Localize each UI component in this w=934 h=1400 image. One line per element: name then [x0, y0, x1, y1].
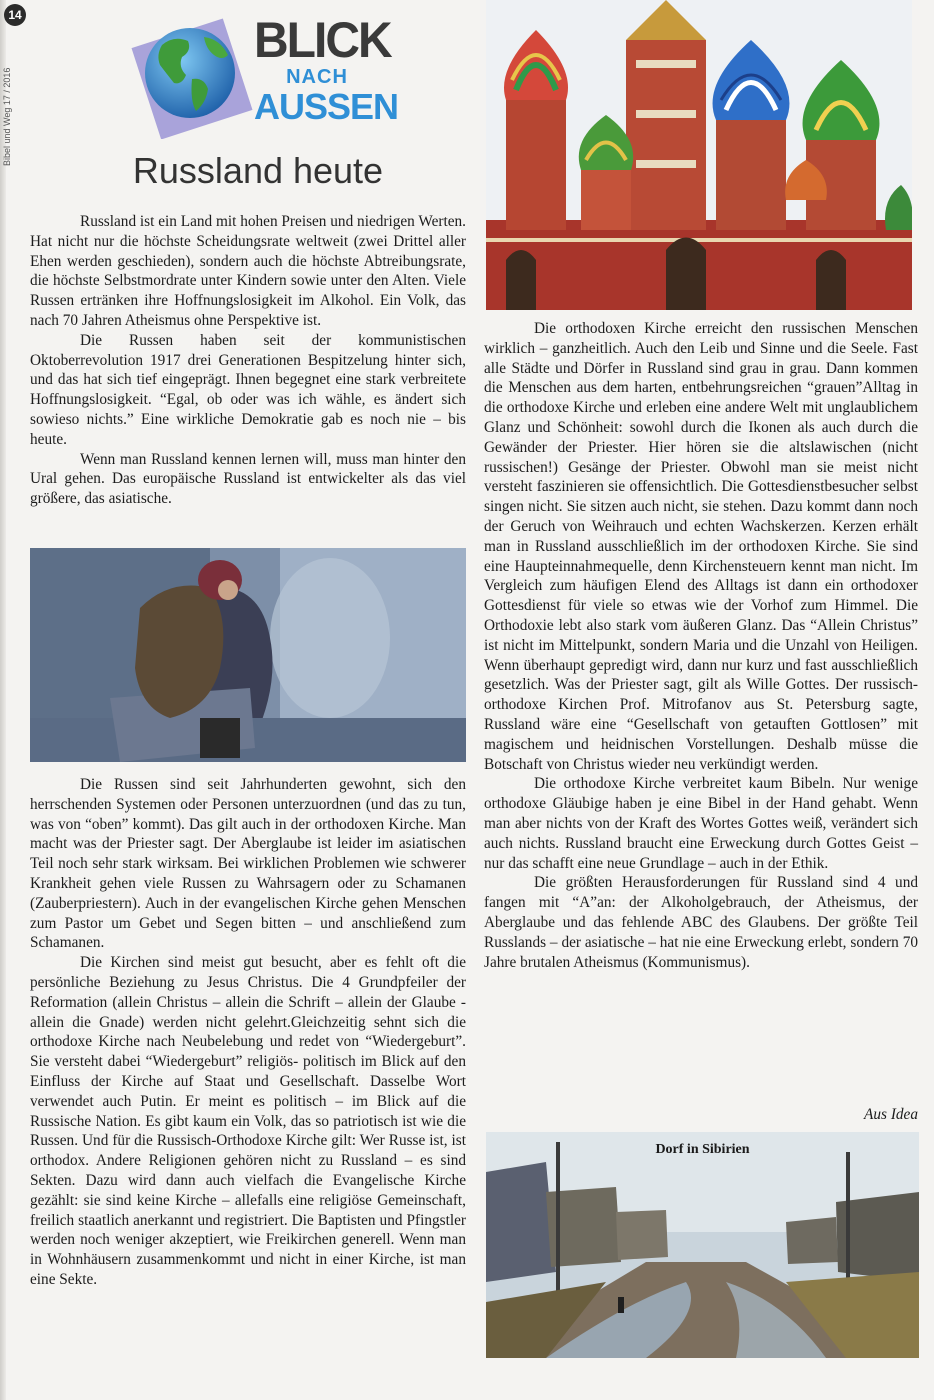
article-left-top — [30, 212, 466, 509]
photo-siberian-village — [486, 1132, 919, 1358]
photo-st-basils-cathedral — [486, 0, 912, 310]
paragraph: Wenn man Russland kennen lernen will, muss man hinter den Ural gehen. Das europäische Russland ist entwickelter als das viel größere, das asiatische. — [30, 450, 466, 508]
article-left-bottom — [30, 775, 466, 1290]
paragraph: Die größten Herausforderungen für Russland sind 4 und fangen mit “A”an: der Alkoholgebrauch, der Atheismus, der Aberglaube und das fehlende ABC des Glaubens. Der größte Teil Russlands – der asiatische – hat nie eine Erweckung erlebt, sondern 70 Jahre brutalen Atheismus (Kommunismus). — [484, 874, 918, 971]
paragraph: Die Russen haben seit der kommunistischen Oktoberrevolution 1917 drei Generationen Bespitzelung hinter sich, und das hat sich tief eingeprägt. Ihnen begegnet eine stark verbreitete Hoffnungslosigkeit. “Egal, ob oder was ich wähle, es ändert sich sowieso nichts.” Eine wirkliche Demokratie gab es noch nie – bis heute. — [30, 331, 466, 448]
source-credit: Aus Idea — [864, 1106, 918, 1123]
photo-old-woman — [30, 548, 466, 762]
page-number-badge: 14 — [4, 4, 26, 26]
paragraph: Die orthodoxen Kirche erreicht den russischen Menschen wirklich – ganzheitlich. Auch den Leib und Sinne und die Seele. Fast alle Städte und Dörfer in Russland sind grau in grau. Dann kommen die Menschen aus dem harten, entbehrungsreichen “grauen”Alltag in die orthodoxe Kirche und erleben eine andere Welt mit unglaublichem Glanz und Schönheit: sowohl durch die Ikonen als auch durch die Gewänder der Priester. Hier hören sie die altslawischen (nicht russischen!) Gesänge der Priester. Obwohl man sie meist nicht versteht faszinieren sie offensichtlich. Die Gottesdienstbesucher selbst singen nicht. Sie sitzen auch nicht, sie stehen. Dazu kommt dann noch der Geruch von Weihrauch und echten Wachskerzen. Kerzen erhält man in Russland ausschließlich im der orthodoxen Kirche. Sie sind eine Haupteinnahmequelle, denn Kirchensteuern kennt man nicht. Im Vergleich zum häufigen Elend des Alltags ist dann ein orthodoxer Gottesdienst für viele so etwas wie der Vorhof zum Himmel. Die Orthodoxie lebt also stark vom äußeren Glanz. Das “Allein Christus” ist nicht im Mittelpunkt, sondern Maria und die Unzahl von Heiligen. Wenn überhaupt gepredigt wird, dann nur kurz und fast ausschließlich gesetzlich. Was der Priester sagt, gilt als Wille Gottes. Der russisch-orthodoxe Kirchen Prof. Mitrofanov aus St. Petersburg sagte, Russland wäre eine “Gesellschaft von getauften Gottlosen” mit magischem und heidnischen Vorstellungen. Deshalb müsse die Botschaft von Christus wieder neu verkündigt werden. — [484, 320, 918, 773]
logo-word-aussen: AUSSEN — [254, 86, 399, 127]
globe-icon — [130, 15, 254, 139]
blick-nach-aussen-logo — [130, 12, 399, 145]
logo-word-nach: NACH — [286, 66, 348, 88]
paragraph: Die Kirchen sind meist gut besucht, aber es fehlt oft die persönliche Beziehung zu Jesus Christus. Die 4 Grundpfeiler der Reformation (allein Christus – allein die Schrift – allein der Glaube - allein die Gnade) werden nicht gelehrt.Gleichzeitig sehnt sich die orthodoxe Kirche nach Neubelebung und redet von “Wiedergeburt”. Sie versteht dabei “Wiedergeburt” religiös- politisch im Blick auf den Einfluss der Kirche auf Staat und Gesellschaft. Dasselbe Wort verwendet auch Putin. Er meint es politisch – im Blick auf die Russische Nation. Es gibt kaum ein Volk, das so patriotisch ist wie die Russen. Und für die Russisch-Orthodoxe Kirche gilt: Wer Russe ist, ist orthodox. Andere Religionen gehören nicht zu Russland – es sind Sekten. Dazu wird dann auch vielfach die Evangelische Kirche gezählt: sie sind keine Kirche – allefalls eine religiöse Gemeinschaft, freilich staatlich anerkannt und registriert. Die Baptisten und Pfingstler werden noch weniger akzeptiert, wie Freikirchen generell. Wenn man in Wohnhäusern zusammenkommt und nicht in einer Kirche, ist man eine Sekte. — [30, 954, 466, 1288]
paragraph: Russland ist ein Land mit hohen Preisen und niedrigen Werten. Hat nicht nur die höchste Scheidungsrate weltweit (zwei Drittel aller Ehen werden geschieden), sondern auch die höchste Abtreibungsrate, die höchste Selbstmordrate unter Kindern sowie unter den Alten. Viele Russen ertränken ihre Hoffnungslosigkeit im Alkohol. Ein Volk, das nach 70 Jahren Atheismus ohne Perspektive ist. — [30, 213, 466, 329]
article-right — [484, 319, 918, 972]
paragraph: Die orthodoxe Kirche verbreitet kaum Bibeln. Nur wenige orthodoxe Gläubige haben je eine Bibel in der Hand gehabt. Wenn man aber nichts von der Kraft des Wortes Gottes weiß, verändert sich auch nichts. Russland braucht eine Erweckung durch Gottes Geist – nur das schafft eine neue Grundlage – auch in der Ethik. — [484, 775, 918, 872]
photo-caption: Dorf in Sibirien — [655, 1142, 750, 1157]
page-spine — [0, 0, 6, 1400]
logo-word-blick: BLICK — [254, 12, 391, 69]
side-imprint: Bibel und Weg 17 / 2016 — [2, 67, 12, 166]
paragraph: Die Russen sind seit Jahrhunderten gewohnt, sich den herrschenden Systemen oder Personen unterzuordnen (und das zu tun, was von “oben” kommt). Das gilt auch in der orthodoxen Kirche. Man macht was der Priester sagt. Der Aberglaube ist leider im asiatischen Teil noch sehr stark wirksam. Bei wirklichen Problemen wie schwerer Krankheit gehen viele Russen zu Wahrsagern oder zu Schamanen (Zauberpriestern). Auch in der evangelischen Kirche gehen Menschen zum Pastor um Gebet und Segen bitten – und anschließend zum Schamanen. — [30, 776, 466, 952]
page-title: Russland heute — [132, 150, 384, 191]
